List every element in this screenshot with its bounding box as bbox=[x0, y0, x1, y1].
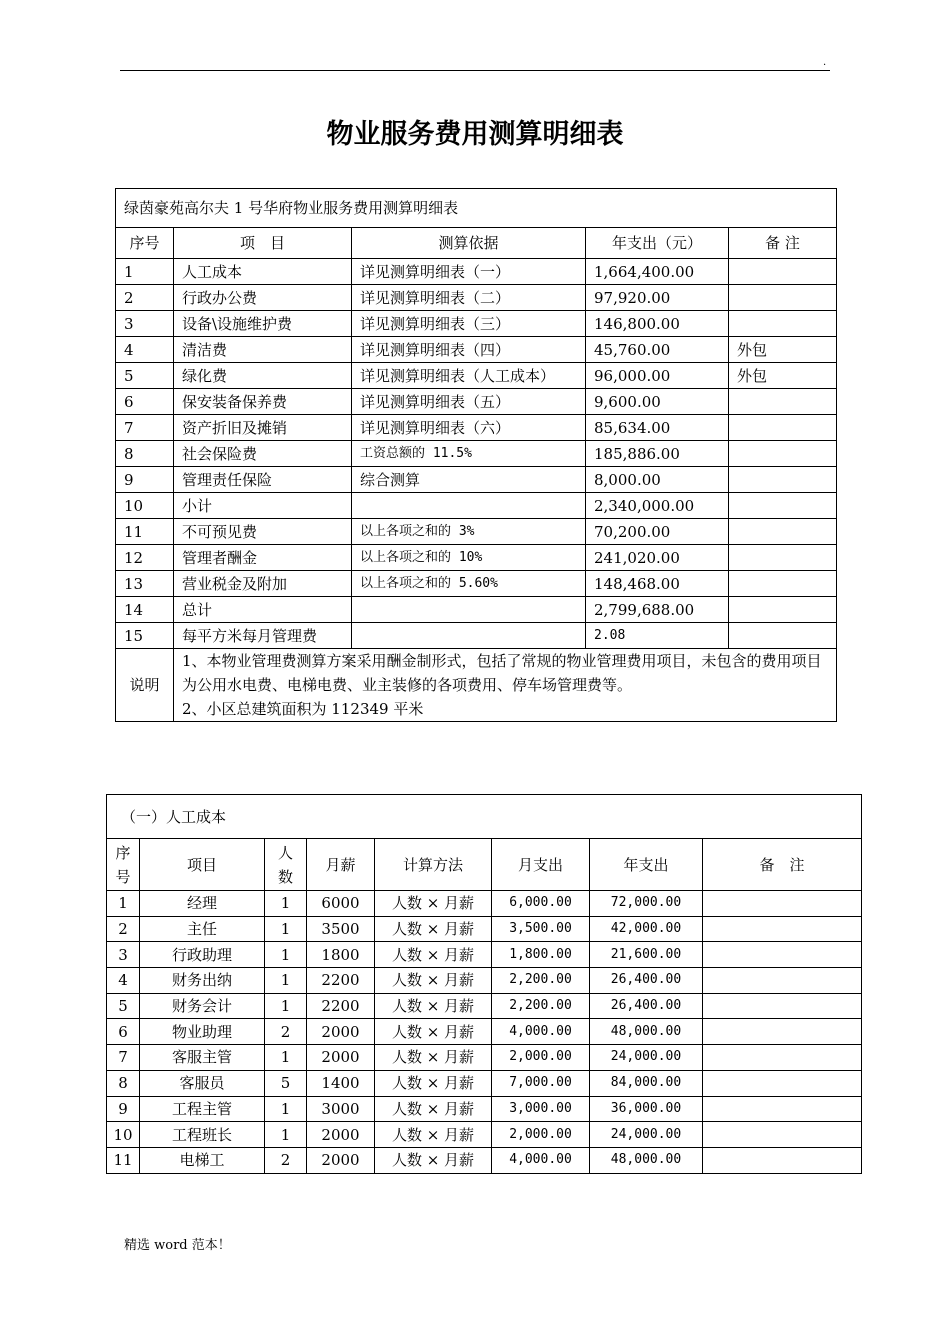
row-no: 11 bbox=[116, 519, 174, 545]
row-item: 设备\设施维护费 bbox=[174, 311, 352, 337]
row-note bbox=[729, 597, 837, 623]
row-monthly: 4,000.00 bbox=[492, 1019, 590, 1045]
row-amount: 2,799,688.00 bbox=[586, 597, 729, 623]
header-cell-no bbox=[107, 839, 140, 891]
row-note bbox=[703, 993, 862, 1019]
row-salary: 2000 bbox=[307, 1122, 375, 1148]
header-rule bbox=[120, 70, 830, 71]
row-annual: 26,400.00 bbox=[590, 968, 703, 994]
row-amount: 185,886.00 bbox=[586, 441, 729, 467]
row-amount: 96,000.00 bbox=[586, 363, 729, 389]
row-no: 1 bbox=[116, 259, 174, 285]
row-no: 12 bbox=[116, 545, 174, 571]
table-row bbox=[107, 993, 862, 1019]
row-note bbox=[703, 1096, 862, 1122]
table-row bbox=[116, 571, 837, 597]
header-cell-note: 备 注 bbox=[703, 839, 862, 891]
row-no: 3 bbox=[116, 311, 174, 337]
note-row bbox=[116, 649, 837, 722]
labor-table-caption: （一）人工成本 bbox=[107, 795, 862, 839]
row-monthly: 2,200.00 bbox=[492, 993, 590, 1019]
row-salary: 1400 bbox=[307, 1070, 375, 1096]
row-basis: 综合测算 bbox=[352, 467, 586, 493]
labor-cost-table bbox=[106, 794, 862, 1174]
row-basis: 以上各项之和的 10% bbox=[352, 545, 586, 571]
row-monthly: 6,000.00 bbox=[492, 891, 590, 917]
row-no: 15 bbox=[116, 623, 174, 649]
row-note bbox=[729, 623, 837, 649]
row-no: 6 bbox=[107, 1019, 140, 1045]
row-item: 每平方米每月管理费 bbox=[174, 623, 352, 649]
row-monthly: 1,800.00 bbox=[492, 942, 590, 968]
row-amount: 8,000.00 bbox=[586, 467, 729, 493]
row-note bbox=[729, 493, 837, 519]
row-annual: 84,000.00 bbox=[590, 1070, 703, 1096]
row-annual: 21,600.00 bbox=[590, 942, 703, 968]
row-no: 9 bbox=[116, 467, 174, 493]
header-cell-item: 项目 bbox=[140, 839, 265, 891]
row-no: 1 bbox=[107, 891, 140, 917]
row-note bbox=[703, 1045, 862, 1071]
row-item: 小计 bbox=[174, 493, 352, 519]
row-count: 1 bbox=[265, 916, 307, 942]
row-salary: 2000 bbox=[307, 1147, 375, 1173]
row-annual: 24,000.00 bbox=[590, 1045, 703, 1071]
row-note bbox=[703, 968, 862, 994]
row-annual: 24,000.00 bbox=[590, 1122, 703, 1148]
header-cell: 序号 bbox=[116, 228, 174, 259]
header-no-2: 号 bbox=[115, 867, 131, 886]
row-no: 2 bbox=[116, 285, 174, 311]
row-note: 外包 bbox=[729, 363, 837, 389]
row-method: 人数 × 月薪 bbox=[375, 968, 492, 994]
row-no: 4 bbox=[107, 968, 140, 994]
row-count: 1 bbox=[265, 1045, 307, 1071]
row-count: 1 bbox=[265, 968, 307, 994]
row-annual: 48,000.00 bbox=[590, 1147, 703, 1173]
row-method: 人数 × 月薪 bbox=[375, 993, 492, 1019]
row-note bbox=[729, 285, 837, 311]
row-item: 保安装备保养费 bbox=[174, 389, 352, 415]
row-count: 2 bbox=[265, 1019, 307, 1045]
row-item: 财务会计 bbox=[140, 993, 265, 1019]
row-item: 资产折旧及摊销 bbox=[174, 415, 352, 441]
row-no: 8 bbox=[107, 1070, 140, 1096]
row-note: 外包 bbox=[729, 337, 837, 363]
row-item: 管理者酬金 bbox=[174, 545, 352, 571]
row-no: 7 bbox=[107, 1045, 140, 1071]
row-basis: 详见测算明细表（四） bbox=[352, 337, 586, 363]
row-note bbox=[729, 311, 837, 337]
row-monthly: 4,000.00 bbox=[492, 1147, 590, 1173]
row-item: 电梯工 bbox=[140, 1147, 265, 1173]
row-basis bbox=[352, 623, 586, 649]
table-row bbox=[116, 493, 837, 519]
row-amount: 2.08 bbox=[586, 623, 729, 649]
row-no: 14 bbox=[116, 597, 174, 623]
table-row bbox=[107, 1070, 862, 1096]
row-amount: 146,800.00 bbox=[586, 311, 729, 337]
table-row bbox=[107, 1019, 862, 1045]
row-monthly: 2,000.00 bbox=[492, 1122, 590, 1148]
row-item: 主任 bbox=[140, 916, 265, 942]
row-method: 人数 × 月薪 bbox=[375, 916, 492, 942]
row-salary: 2200 bbox=[307, 968, 375, 994]
row-method: 人数 × 月薪 bbox=[375, 1096, 492, 1122]
row-basis: 详见测算明细表（人工成本） bbox=[352, 363, 586, 389]
row-salary: 6000 bbox=[307, 891, 375, 917]
table-row bbox=[116, 623, 837, 649]
header-cell: 备 注 bbox=[729, 228, 837, 259]
row-item: 营业税金及附加 bbox=[174, 571, 352, 597]
row-basis: 详见测算明细表（一） bbox=[352, 259, 586, 285]
table-row bbox=[116, 545, 837, 571]
note-text bbox=[174, 649, 837, 722]
row-no: 10 bbox=[116, 493, 174, 519]
row-note bbox=[729, 389, 837, 415]
row-no: 3 bbox=[107, 942, 140, 968]
row-amount: 241,020.00 bbox=[586, 545, 729, 571]
row-basis: 工资总额的 11.5% bbox=[352, 441, 586, 467]
table-row bbox=[107, 1096, 862, 1122]
row-count: 2 bbox=[265, 1147, 307, 1173]
table-row bbox=[107, 1147, 862, 1173]
row-item: 管理责任保险 bbox=[174, 467, 352, 493]
row-method: 人数 × 月薪 bbox=[375, 1045, 492, 1071]
table-row bbox=[116, 259, 837, 285]
table-row bbox=[116, 285, 837, 311]
table-row bbox=[116, 467, 837, 493]
row-item: 社会保险费 bbox=[174, 441, 352, 467]
row-salary: 3500 bbox=[307, 916, 375, 942]
summary-table-header bbox=[116, 228, 837, 259]
row-amount: 70,200.00 bbox=[586, 519, 729, 545]
labor-table-header bbox=[107, 839, 862, 891]
row-no: 6 bbox=[116, 389, 174, 415]
summary-table-caption: 绿茵豪苑高尔夫 1 号华府物业服务费用测算明细表 bbox=[116, 189, 837, 228]
table-row bbox=[116, 363, 837, 389]
table-row bbox=[116, 519, 837, 545]
row-item: 行政助理 bbox=[140, 942, 265, 968]
row-basis bbox=[352, 493, 586, 519]
header-cell: 年支出（元） bbox=[586, 228, 729, 259]
row-amount: 1,664,400.00 bbox=[586, 259, 729, 285]
header-count-1: 人 bbox=[277, 843, 293, 862]
row-item: 客服主管 bbox=[140, 1045, 265, 1071]
row-item: 工程班长 bbox=[140, 1122, 265, 1148]
row-note bbox=[729, 519, 837, 545]
row-annual: 48,000.00 bbox=[590, 1019, 703, 1045]
row-salary: 2000 bbox=[307, 1045, 375, 1071]
header-no-1: 序 bbox=[115, 843, 131, 862]
row-item: 行政办公费 bbox=[174, 285, 352, 311]
row-method: 人数 × 月薪 bbox=[375, 942, 492, 968]
table-row bbox=[107, 942, 862, 968]
row-item: 人工成本 bbox=[174, 259, 352, 285]
row-basis: 详见测算明细表（六） bbox=[352, 415, 586, 441]
row-note bbox=[703, 1122, 862, 1148]
header-cell-method: 计算方法 bbox=[375, 839, 492, 891]
table-row bbox=[116, 441, 837, 467]
note-line-1: 1、本物业管理费测算方案采用酬金制形式，包括了常规的物业管理费用项目，未包含的费用项目为公用水电费、电梯电费、业主装修的各项费用、停车场管理费等。 bbox=[182, 652, 822, 694]
row-item: 财务出纳 bbox=[140, 968, 265, 994]
row-amount: 9,600.00 bbox=[586, 389, 729, 415]
row-method: 人数 × 月薪 bbox=[375, 891, 492, 917]
header-dot: . bbox=[823, 57, 827, 68]
row-basis bbox=[352, 597, 586, 623]
table-row bbox=[116, 597, 837, 623]
row-annual: 42,000.00 bbox=[590, 916, 703, 942]
table-row bbox=[116, 311, 837, 337]
header-cell-monthly: 月支出 bbox=[492, 839, 590, 891]
note-label: 说明 bbox=[116, 649, 174, 722]
row-method: 人数 × 月薪 bbox=[375, 1147, 492, 1173]
row-count: 1 bbox=[265, 942, 307, 968]
table-row bbox=[116, 389, 837, 415]
row-note bbox=[729, 545, 837, 571]
row-salary: 1800 bbox=[307, 942, 375, 968]
table-row bbox=[107, 1045, 862, 1071]
row-no: 9 bbox=[107, 1096, 140, 1122]
row-monthly: 2,200.00 bbox=[492, 968, 590, 994]
header-count-2: 数 bbox=[277, 867, 293, 886]
row-item: 工程主管 bbox=[140, 1096, 265, 1122]
row-salary: 3000 bbox=[307, 1096, 375, 1122]
row-basis: 以上各项之和的 5.60% bbox=[352, 571, 586, 597]
row-count: 1 bbox=[265, 993, 307, 1019]
row-monthly: 3,000.00 bbox=[492, 1096, 590, 1122]
row-method: 人数 × 月薪 bbox=[375, 1122, 492, 1148]
row-monthly: 7,000.00 bbox=[492, 1070, 590, 1096]
row-note bbox=[703, 1019, 862, 1045]
row-note bbox=[729, 415, 837, 441]
row-no: 11 bbox=[107, 1147, 140, 1173]
row-method: 人数 × 月薪 bbox=[375, 1019, 492, 1045]
row-amount: 97,920.00 bbox=[586, 285, 729, 311]
table-row bbox=[116, 337, 837, 363]
row-amount: 45,760.00 bbox=[586, 337, 729, 363]
row-basis: 以上各项之和的 3% bbox=[352, 519, 586, 545]
row-amount: 148,468.00 bbox=[586, 571, 729, 597]
row-item: 经理 bbox=[140, 891, 265, 917]
row-no: 13 bbox=[116, 571, 174, 597]
row-monthly: 2,000.00 bbox=[492, 1045, 590, 1071]
footer-text: 精选 word 范本！ bbox=[124, 1238, 231, 1253]
header-cell-annual: 年支出 bbox=[590, 839, 703, 891]
row-note bbox=[703, 1070, 862, 1096]
row-item: 总计 bbox=[174, 597, 352, 623]
row-basis: 详见测算明细表（五） bbox=[352, 389, 586, 415]
row-basis: 详见测算明细表（二） bbox=[352, 285, 586, 311]
row-note bbox=[729, 467, 837, 493]
row-item: 清洁费 bbox=[174, 337, 352, 363]
table-row bbox=[107, 891, 862, 917]
summary-table bbox=[115, 188, 837, 722]
header-cell: 测算依据 bbox=[352, 228, 586, 259]
row-note bbox=[703, 891, 862, 917]
row-annual: 72,000.00 bbox=[590, 891, 703, 917]
row-no: 5 bbox=[107, 993, 140, 1019]
row-count: 1 bbox=[265, 891, 307, 917]
row-no: 5 bbox=[116, 363, 174, 389]
row-note bbox=[729, 259, 837, 285]
row-no: 10 bbox=[107, 1122, 140, 1148]
row-basis: 详见测算明细表（三） bbox=[352, 311, 586, 337]
row-salary: 2200 bbox=[307, 993, 375, 1019]
row-count: 1 bbox=[265, 1122, 307, 1148]
table-row bbox=[107, 1122, 862, 1148]
row-amount: 85,634.00 bbox=[586, 415, 729, 441]
table-row bbox=[107, 968, 862, 994]
row-note bbox=[703, 1147, 862, 1173]
page-title: 物业服务费用测算明细表 bbox=[326, 119, 624, 150]
row-note bbox=[703, 916, 862, 942]
row-count: 5 bbox=[265, 1070, 307, 1096]
header-cell: 项 目 bbox=[174, 228, 352, 259]
row-count: 1 bbox=[265, 1096, 307, 1122]
table-row bbox=[107, 916, 862, 942]
row-note bbox=[703, 942, 862, 968]
row-annual: 36,000.00 bbox=[590, 1096, 703, 1122]
note-line-2: 2、小区总建筑面积为 112349 平米 bbox=[182, 700, 424, 718]
row-item: 绿化费 bbox=[174, 363, 352, 389]
row-method: 人数 × 月薪 bbox=[375, 1070, 492, 1096]
table-row bbox=[116, 415, 837, 441]
row-amount: 2,340,000.00 bbox=[586, 493, 729, 519]
row-no: 4 bbox=[116, 337, 174, 363]
row-no: 2 bbox=[107, 916, 140, 942]
row-monthly: 3,500.00 bbox=[492, 916, 590, 942]
header-cell-count bbox=[265, 839, 307, 891]
row-no: 7 bbox=[116, 415, 174, 441]
header-cell-salary: 月薪 bbox=[307, 839, 375, 891]
row-item: 不可预见费 bbox=[174, 519, 352, 545]
row-salary: 2000 bbox=[307, 1019, 375, 1045]
row-no: 8 bbox=[116, 441, 174, 467]
row-note bbox=[729, 441, 837, 467]
row-note bbox=[729, 571, 837, 597]
row-item: 物业助理 bbox=[140, 1019, 265, 1045]
row-annual: 26,400.00 bbox=[590, 993, 703, 1019]
row-item: 客服员 bbox=[140, 1070, 265, 1096]
